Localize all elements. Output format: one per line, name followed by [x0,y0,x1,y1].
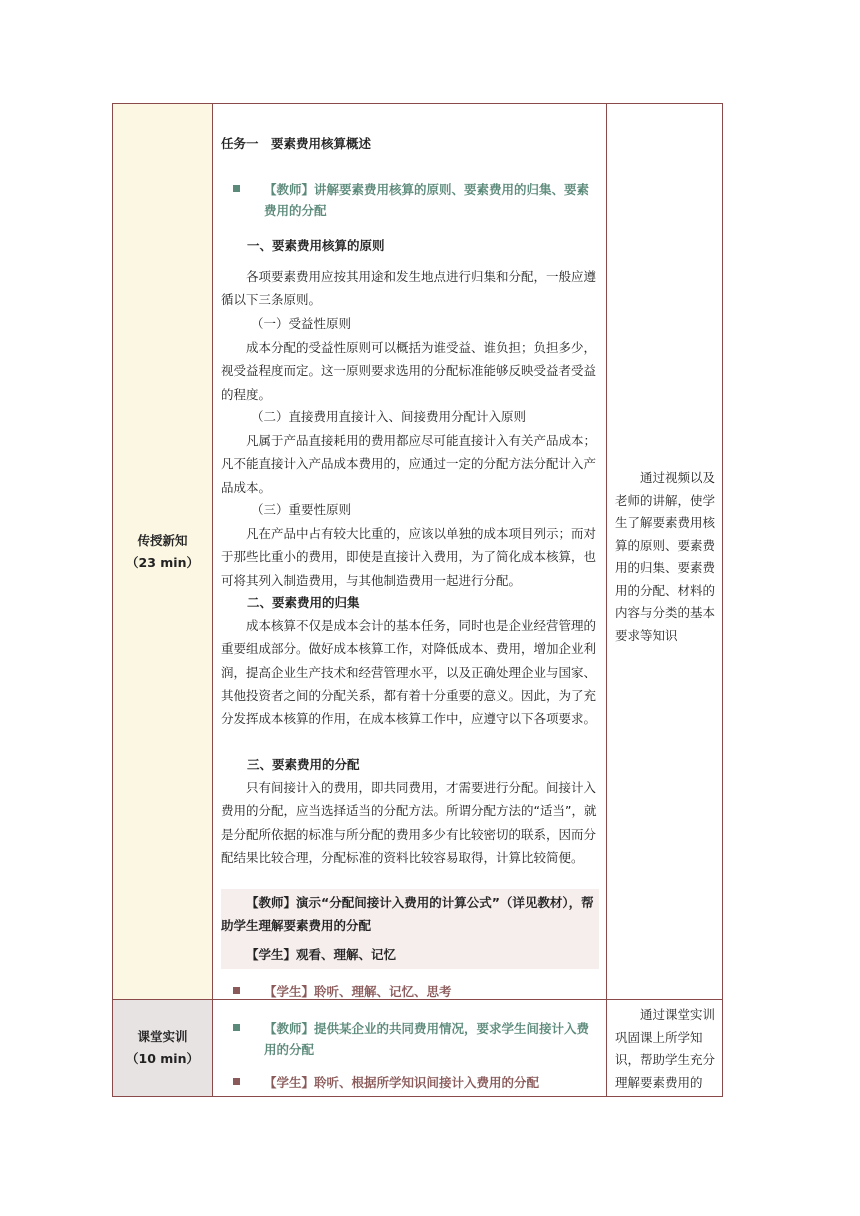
square-bullet-icon [233,987,240,994]
stage-label: 传授新知 [137,532,188,548]
student-bullet [233,981,599,1002]
objective-cell [606,104,722,999]
teacher-bullet [233,179,599,221]
student-bullet-text: 【学生】聆听、理解、记忆、思考 [264,984,452,999]
table-row [113,104,722,1000]
task-title: 任务一 要素费用核算概述 [221,136,372,151]
teacher-bullet-text: 【教师】讲解要素费用核算的原则、要素费用的归集、要素费用的分配 [264,182,590,218]
paragraph-3: 凡属于产品直接耗用的费用都应尽可能直接计入有关产品成本；凡不能直接计入产品成本费用的，应通过一定的分配方法分配计入产品成本。 [221,433,597,495]
objective-cell [606,1000,722,1096]
square-bullet-icon [233,1078,240,1085]
stage-label: 课堂实训 [137,1029,188,1044]
paragraph-5: 成本核算不仅是成本会计的基本任务，同时也是企业经营管理的重要组成部分。做好成本核算工作，对降低成本、费用，增加企业利润，提高企业生产技术和经营管理水平，以及正确处理企业与国家、其他投资者之间的分配关系，都有着十分重要的意义。因此，为了充分发挥成本核算的作用，在成本核算工作中，应遵守以下各项要求。 [221,618,597,727]
section-heading-1: 一、要素费用核算的原则 [247,238,385,253]
content-cell [213,104,606,999]
stage-label-cell [113,1000,213,1096]
teacher-bullet [233,1018,599,1060]
square-bullet-icon [233,1024,240,1031]
stage-label-cell [113,104,213,999]
demo-student-text: 【学生】观看、理解、记忆 [246,947,397,962]
student-bullet [233,1072,599,1093]
table-row [113,1000,722,1096]
subheading-2: （二）直接费用直接计入、间接费用分配计入原则 [251,409,527,424]
content-cell [213,1000,606,1096]
student-bullet-text: 【学生】聆听、根据所学知识间接计入费用的分配 [264,1075,540,1090]
objective-note: 通过课堂实训巩固课上所学知识，帮助学生充分理解要素费用的 [615,1007,716,1090]
paragraph-6: 只有间接计入的费用，即共同费用，才需要进行分配。间接计入费用的分配，应当选择适当的分配方法。所谓分配方法的“适当”，就是分配所依据的标准与所分配的费用多少有比较密切的联系，因而分配结果比较合理，分配标准的资料比较容易取得，计算比较简便。 [221,780,597,865]
demo-shaded-block [221,889,599,969]
subheading-1: （一）受益性原则 [251,316,352,331]
subheading-3: （三）重要性原则 [251,502,352,517]
paragraph-1: 各项要素费用应按其用途和发生地点进行归集和分配，一般应遵循以下三条原则。 [221,269,597,308]
paragraph-2: 成本分配的受益性原则可以概括为谁受益、谁负担；负担多少，视受益程度而定。这一原则要求选用的分配标准能够反映受益者受益的程度。 [221,340,597,402]
section-heading-2: 二、要素费用的归集 [247,595,360,610]
square-bullet-icon [233,185,240,192]
teacher-bullet-text: 【教师】提供某企业的共同费用情况，要求学生间接计入费用的分配 [264,1021,590,1057]
stage-duration: （10 min） [126,1051,199,1066]
section-heading-3: 三、要素费用的分配 [247,757,360,772]
demo-teacher-text: 【教师】演示“分配间接计入费用的计算公式”（详见教材），帮助学生理解要素费用的分配 [221,895,594,934]
lesson-plan-table [112,103,723,1097]
paragraph-4: 凡在产品中占有较大比重的，应该以单独的成本项目列示；而对于那些比重小的费用，即使是直接计入费用，为了简化成本核算，也可将其列入制造费用，与其他制造费用一起进行分配。 [221,526,597,588]
stage-duration: （23 min） [126,554,199,570]
objective-note: 通过视频以及老师的讲解，使学生了解要素费用核算的原则、要素费用的归集、要素费用的分配、材料的内容与分类的基本要求等知识 [615,470,716,643]
